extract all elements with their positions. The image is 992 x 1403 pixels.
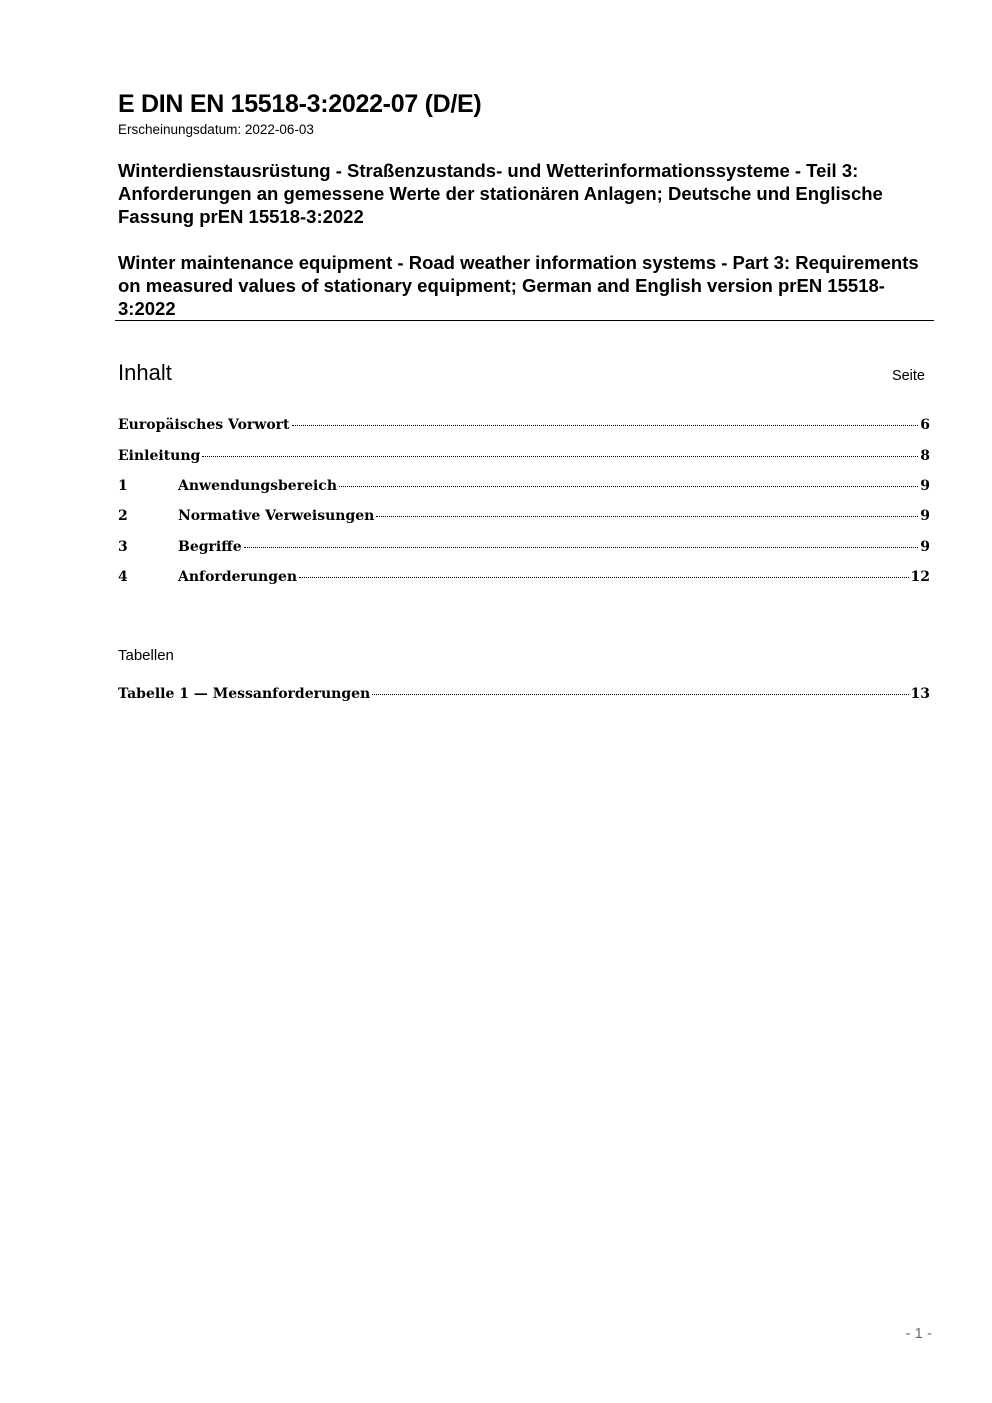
toc-heading: Inhalt <box>118 360 172 385</box>
toc-entry-label: Normative Verweisungen <box>178 508 375 524</box>
toc-entry-page: 9 <box>920 478 930 494</box>
title-german: Winterdienstausrüstung - Straßenzustands- und Wetterinformationssysteme - Teil 3: Anforderungen an gemessene Werte der stationären Anlagen; Deutsche und Englische Fassung prEN 15518-3:2022 <box>118 160 883 227</box>
toc-leader-dots <box>339 486 918 487</box>
toc-entry-page: 8 <box>920 448 930 464</box>
publication-date: Erscheinungsdatum: 2022-06-03 <box>118 122 314 137</box>
toc-entry-page: 6 <box>920 417 930 433</box>
tables-heading: Tabellen <box>118 647 174 664</box>
toc-entry-page: 12 <box>910 569 930 585</box>
toc-page-column-label: Seite <box>891 368 925 384</box>
toc-entry-anwendungsbereich[interactable] <box>118 478 930 498</box>
toc-entry-europaeisches-vorwort[interactable] <box>118 417 930 437</box>
toc-entry-label: Anwendungsbereich <box>178 478 337 494</box>
title-english: Winter maintenance equipment - Road weather information systems - Part 3: Requirements on measured values of stationary equipment; German and English version prEN 15518-3:2022 <box>118 252 919 319</box>
toc-leader-dots <box>376 516 918 517</box>
table-entry-page: 13 <box>910 686 930 702</box>
document-title: E DIN EN 15518-3:2022-07 (D/E) <box>118 90 482 118</box>
table-entry-messanforderungen[interactable] <box>118 686 930 706</box>
toc-entry-begriffe[interactable] <box>118 539 930 559</box>
toc-entry-number: 3 <box>118 539 128 555</box>
toc-entry-anforderungen[interactable] <box>118 569 930 589</box>
toc-leader-dots <box>292 425 919 426</box>
toc-entry-label: Anforderungen <box>178 569 298 585</box>
header-divider <box>115 320 934 321</box>
toc-leader-dots <box>299 577 908 578</box>
toc-entry-label: Begriffe <box>178 539 242 555</box>
toc-entry-number: 4 <box>118 569 128 585</box>
toc-entry-normative-verweisungen[interactable] <box>118 508 930 528</box>
toc-entry-number: 1 <box>118 478 128 494</box>
toc-leader-dots <box>244 547 919 548</box>
toc-leader-dots <box>372 694 908 695</box>
toc-entry-page: 9 <box>920 539 930 555</box>
toc-entry-label: Einleitung <box>118 448 201 464</box>
toc-entry-number: 2 <box>118 508 128 524</box>
toc-entry-label: Europäisches Vorwort <box>118 417 290 433</box>
toc-entry-einleitung[interactable] <box>118 448 930 468</box>
page-number: - 1 - <box>905 1325 932 1342</box>
toc-entry-page: 9 <box>920 508 930 524</box>
toc-leader-dots <box>202 456 918 457</box>
table-entry-label: Tabelle 1 — Messanforderungen <box>118 686 371 702</box>
